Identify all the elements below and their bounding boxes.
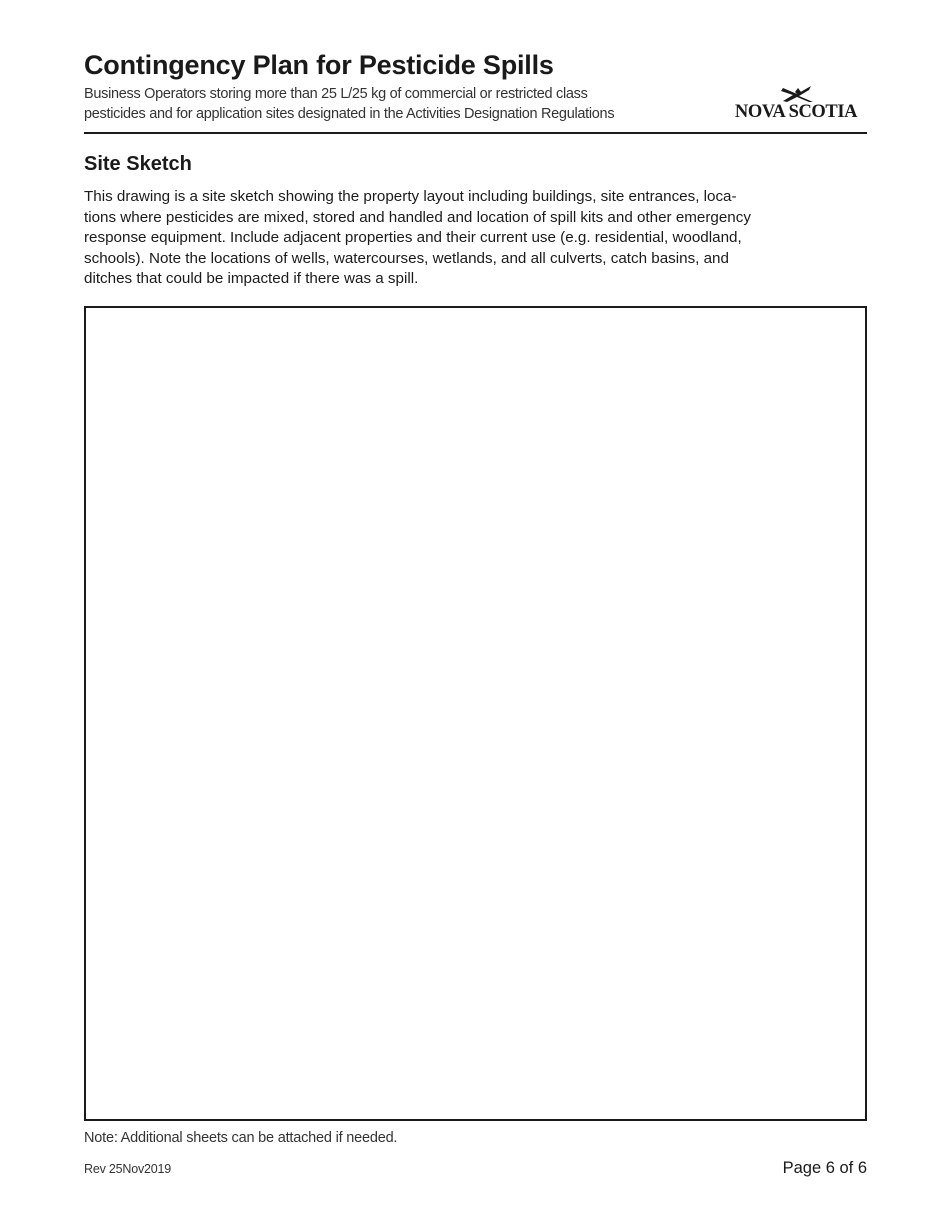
attachment-note: Note: Additional sheets can be attached if needed. (84, 1130, 398, 1146)
site-sketch-area[interactable] (84, 306, 867, 1121)
subtitle-line: pesticides and for application sites designated in the Activities Designation Regulations (84, 106, 615, 122)
description-line: schools). Note the locations of wells, watercourses, wetlands, and all culverts, catch basins, and (84, 249, 729, 267)
document-subtitle (84, 84, 684, 124)
logo-wordmark: NOVA SCOTIA (734, 102, 858, 122)
subtitle-line: Business Operators storing more than 25 L/25 kg of commercial or restricted class (84, 86, 588, 102)
document-page (84, 0, 867, 1230)
document-header (84, 48, 867, 134)
section-title: Site Sketch (84, 153, 192, 175)
document-title: Contingency Plan for Pesticide Spills (84, 50, 554, 80)
section-description (84, 187, 867, 290)
nova-scotia-logo-icon (725, 82, 867, 122)
description-line: response equipment. Include adjacent properties and their current use (e.g. residential, woodland, (84, 229, 742, 247)
description-line: tions where pesticides are mixed, stored and handled and location of spill kits and other emergency (84, 208, 751, 226)
page-number: Page 6 of 6 (782, 1159, 867, 1177)
revision-label: Rev 25Nov2019 (84, 1162, 172, 1176)
description-line: ditches that could be impacted if there was a spill. (84, 270, 419, 288)
description-line: This drawing is a site sketch showing the property layout including buildings, site entrances, loca- (84, 188, 737, 205)
